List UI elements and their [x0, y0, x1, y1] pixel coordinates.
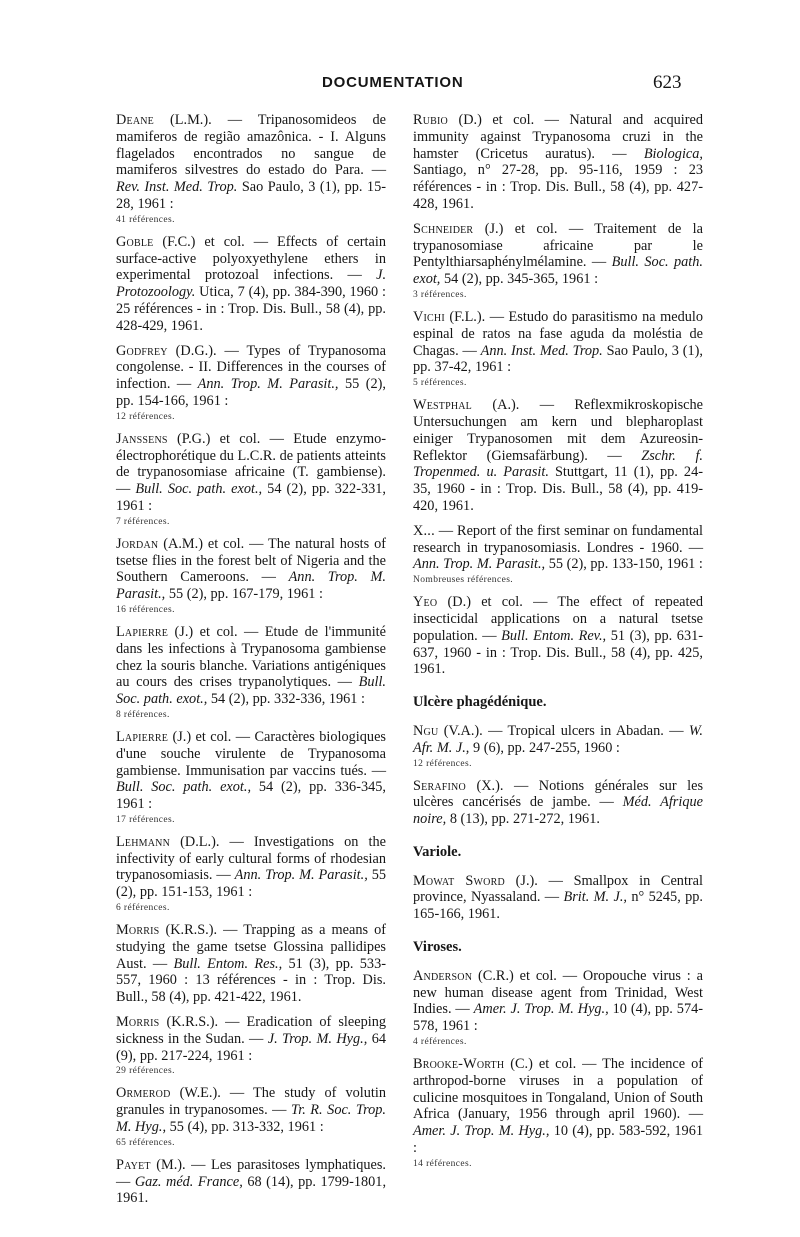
entry-author: Vichi — [413, 308, 445, 325]
section-heading-variole: Variole. — [413, 843, 462, 860]
bibliography-entry — [413, 221, 703, 301]
bibliography-entry — [116, 729, 386, 826]
entry-author: Payet — [116, 1156, 151, 1173]
bibliography-entry — [116, 1085, 386, 1148]
bibliography-entry — [116, 112, 386, 226]
entry-reference-count: Nombreuses références. — [413, 575, 514, 586]
entry-citation: (P.G.) et col. — Etude enzymo-électrophorétique du L.C.R. de patients atteints de trypanosomiase africaine (T. gambiense). — — [116, 430, 386, 498]
entry-citation: (C.) et col. — The incidence of arthropod-borne viruses in a population of culicine mosquitoes in Tongaland, Union of South Africa (January, 1956 through april 1960). — — [413, 1056, 704, 1123]
bibliography-entry — [413, 309, 703, 389]
entry-citation: (C.R.) et col. — Oropouche virus : a new human disease agent from Trinidad, West Indies. — — [413, 967, 703, 1018]
entry-details: 55 (4), pp. 313-332, 1961 : — [169, 1119, 324, 1136]
entry-author: Ngu — [413, 722, 439, 739]
entry-citation: (D.L.). — Investigations on the infectivity of early cultural forms of rhodesian trypanosomiasis. — — [116, 833, 386, 884]
entry-citation: (F.C.) et col. — Effects of certain surface-active polyoxyethylene ethers in experimental protozoal infections. — — [116, 233, 386, 284]
entry-reference-count: 17 références. — [116, 814, 175, 825]
entry-author: Ormerod — [116, 1085, 171, 1102]
entry-citation: (D.) et col. — Natural and acquired immunity against Trypanosoma cruzi in the hamster (Cricetus auratus). — — [413, 112, 704, 162]
entries-viroses — [413, 968, 703, 1170]
bibliography-entry — [413, 723, 703, 770]
entry-details: 54 (2), pp. 322-331, 1961 : — [116, 481, 386, 514]
entry-author: Lehmann — [116, 833, 171, 850]
bibliography-entry — [116, 343, 386, 423]
bibliography-entry — [116, 624, 386, 721]
entry-citation: (D.G.). — Types of Trypanosoma congolense. - II. Differences in the courses of infection. — — [116, 342, 387, 393]
entry-details: 55 (2), pp. 154-166, 1961 : — [116, 376, 387, 409]
entry-citation: (L.M.). — Tripanosomideos de mamiferos de região amazônica. - I. Alguns flagelados encontrados no sangue de mamiferos silvestres do estado do Para. — — [116, 112, 386, 179]
entry-citation: (K.R.S.). — Eradication of sleeping sickness in the Sudan. — — [116, 1014, 387, 1047]
entry-citation: (J.). — Smallpox in Central province, Nyassaland. — — [413, 872, 704, 906]
bibliography-entry — [413, 968, 703, 1048]
bibliography-entry — [413, 112, 703, 213]
entry-journal: Méd. Afrique noire, — [413, 794, 703, 828]
entry-reference-count: 12 références. — [413, 758, 472, 769]
entry-details: 64 (9), pp. 217-224, 1961 : — [116, 1030, 387, 1064]
bibliography-entry — [116, 1014, 386, 1077]
entry-journal: Bull. Soc. path. exot., — [116, 674, 386, 708]
entry-journal: Bull. Soc. path. exot., — [135, 481, 263, 498]
entry-reference-count: 29 références. — [116, 1066, 175, 1077]
entry-citation: (W.E.). — The study of volutin granules in trypanosomes. — — [116, 1085, 386, 1119]
entry-citation: (J.) et col. — Etude de l'immunité dans les infections à Trypanosoma gambiense chez la souris blanche. Variations antigéniques au cours des crises trypanolytiques. — — [116, 623, 386, 691]
entry-citation: (J.) et col. — Caractères biologiques d'une souche virulente de Trypanosoma gambiense. Immunisation par vaccins tués. — — [116, 728, 386, 779]
entry-journal: Ann. Trop. M. Parasit., — [116, 569, 387, 603]
bibliography-entry — [413, 397, 703, 515]
entry-reference-count: 3 références. — [413, 289, 467, 300]
entries-variole — [413, 873, 703, 923]
entry-journal: Bull. Soc. path. exot, — [413, 254, 704, 288]
entry-author: Deane — [116, 112, 154, 128]
entry-details: 55 (2), pp. 167-179, 1961 : — [168, 586, 323, 603]
bibliography-entry — [116, 834, 386, 914]
entry-reference-count: 5 références. — [413, 378, 467, 389]
entry-details: 54 (2), pp. 345-365, 1961 : — [443, 271, 599, 288]
entry-reference-count: 65 références. — [116, 1137, 175, 1148]
entry-details: Sao Paulo, 3 (1), pp. 37-42, 1961 : — [413, 342, 703, 376]
entry-details: Santiago, n° 27-28, pp. 95-116, 1959 : 23 références - in : Trop. Dis. Bull., 58 (4), pp. 427-428, 1961. — [413, 162, 703, 212]
entry-journal: Gaz. méd. France, — [134, 1173, 243, 1190]
entry-reference-count: 12 références. — [116, 411, 175, 422]
entry-journal: J. Protozoology. — [116, 267, 387, 301]
entry-journal: Brit. M. J., — [563, 889, 627, 906]
entry-reference-count: 7 références. — [116, 516, 170, 527]
entry-author: Morris — [116, 1014, 160, 1031]
entry-details: 8 (13), pp. 271-272, 1961. — [449, 811, 600, 828]
entry-citation: (A.). — Reflexmikroskopische Untersuchungen am kern und blepharoplast einiger Trypanosomen mit dem Azureosin-Reflektor (Giemsafärbung). — — [413, 397, 703, 464]
entry-journal: Ann. Trop. M. Parasit., — [413, 556, 546, 573]
section-heading-ulcere: Ulcère phagédénique. — [413, 694, 547, 711]
right-column — [413, 112, 703, 1178]
entry-citation: (F.L.). — Estudo do parasitismo na medulo espinal de ratos na fase aguda da moléstia de Chagas. — — [413, 308, 703, 359]
entry-journal: Ann. Trop. M. Parasit., — [234, 867, 368, 884]
entry-details: 10 (4), pp. 574-578, 1961 : — [413, 1001, 704, 1035]
page-header — [0, 72, 800, 94]
entry-author: Westphal — [413, 397, 472, 414]
section-heading-viroses: Viroses. — [413, 939, 462, 956]
entry-details: 55 (2), pp. 151-153, 1961 : — [116, 867, 387, 901]
entry-details: Utica, 7 (4), pp. 384-390, 1960 : 25 références - in : Trop. Dis. Bull., 58 (4), pp. 428-429, 1961. — [116, 284, 386, 334]
entry-journal: J. Trop. M. Hyg., — [267, 1030, 368, 1047]
entry-reference-count: 4 références. — [413, 1037, 467, 1048]
left-column — [116, 112, 386, 1215]
entry-author: Anderson — [413, 967, 473, 984]
entry-journal: Tr. R. Soc. Trop. M. Hyg., — [116, 1102, 386, 1136]
entry-journal: Amer. J. Trop. M. Hyg., — [413, 1123, 550, 1140]
entry-details: 51 (3), pp. 533-557, 1960 : 13 références - in : Trop. Dis. Bull., 58 (4), pp. 421-422, 1961. — [116, 955, 386, 1006]
entry-citation: (M.). — Les parasitoses lymphatiques. — — [116, 1156, 386, 1190]
entry-author: Mowat Sword — [413, 872, 505, 889]
entry-author: Rubio — [413, 112, 448, 128]
entry-journal: W. Afr. M. J., — [413, 722, 703, 756]
bibliography-entry — [413, 594, 703, 678]
entry-details: n° 5245, pp. 165-166, 1961. — [413, 889, 704, 923]
entry-details: 9 (6), pp. 247-255, 1960 : — [472, 739, 620, 756]
entry-journal: Biologica, — [643, 145, 703, 162]
entry-author: Brooke-Worth — [413, 1056, 505, 1073]
entry-reference-count: 6 références. — [116, 903, 170, 914]
entry-details: 10 (4), pp. 583-592, 1961 : — [413, 1123, 703, 1157]
entry-details: 68 (14), pp. 1799-1801, 1961. — [116, 1173, 387, 1207]
entry-details: Stuttgart, 11 (1), pp. 24-35, 1960 - in : Trop. Dis. Bull., 58 (4), pp. 419-420, 1961. — [413, 464, 703, 514]
entry-reference-count: 8 références. — [116, 709, 170, 720]
entry-details: Sao Paulo, 3 (1), pp. 15-28, 1961 : — [116, 179, 386, 212]
entry-author: Janssens — [116, 430, 168, 447]
entry-journal: Ann. Trop. M. Parasit., — [197, 376, 339, 393]
bibliography-entry — [413, 523, 703, 586]
entry-journal: Zschr. f. Tropenmed. u. Parasit. — [413, 447, 703, 481]
entry-author: Morris — [116, 922, 160, 939]
bibliography-entry — [116, 922, 386, 1006]
entry-author: Yeo — [413, 594, 438, 611]
entry-details: 54 (2), pp. 336-345, 1961 : — [116, 779, 386, 813]
entry-author: Jordan — [116, 535, 159, 552]
bibliography-entry — [116, 536, 386, 616]
entry-author: Lapierre — [116, 623, 169, 640]
entry-journal: Bull. Entom. Res., — [173, 955, 283, 972]
entry-citation: (J.) et col. — Traitement de la trypanosomiase africaine par le Pentylthiarsaphénylmélamine. — — [413, 220, 703, 271]
entry-journal: Ann. Inst. Med. Trop. — [480, 342, 603, 359]
entries-ulcere — [413, 723, 703, 828]
entry-journal: Bull. Entom. Rev., — [501, 627, 607, 644]
entry-author: Lapierre — [116, 728, 169, 745]
entry-citation: (A.M.) et col. — The natural hosts of tsetse flies in the forest belt of Nigeria and the Southern Cameroons. — — [116, 535, 386, 586]
entry-reference-count: 41 références. — [116, 214, 175, 225]
entry-author: X... — [413, 522, 435, 539]
entry-citation: (K.R.S.). — Trapping as a means of studying the game tsetse Glossina pallidipes Aust. — — [116, 922, 386, 972]
entry-author: Serafino — [413, 777, 466, 794]
bibliography-entry — [413, 778, 703, 828]
page-number: 623 — [653, 72, 682, 93]
bibliography-entry — [116, 234, 386, 335]
entry-journal: Amer. J. Trop. M. Hyg., — [473, 1001, 609, 1018]
bibliography-entry — [116, 431, 386, 528]
bibliography-entry — [413, 1056, 703, 1170]
bibliography-entry — [413, 873, 703, 923]
entry-details: 54 (2), pp. 332-336, 1961 : — [210, 691, 365, 708]
bibliography-entry — [116, 1157, 386, 1207]
entry-details: 51 (3), pp. 631-637, 1960 - in : Trop. Dis. Bull., 58 (4), pp. 425, 1961. — [413, 627, 704, 678]
entry-citation: (X.). — Notions générales sur les ulcères cancérisés de jambe. — — [413, 777, 704, 811]
entry-author: Goble — [116, 233, 154, 250]
running-title: DOCUMENTATION — [322, 74, 464, 91]
entry-reference-count: 14 références. — [413, 1158, 472, 1169]
entry-details: 55 (2), pp. 133-150, 1961 : — [548, 556, 703, 573]
entry-journal: Bull. Soc. path. exot., — [116, 779, 252, 796]
entry-citation: (D.) et col. — The effect of repeated insecticidal applications on a natural tsetse population. — — [413, 594, 703, 644]
entry-citation: (V.A.). — Tropical ulcers in Abadan. — — [443, 722, 684, 739]
entries-trypanosomiase-continued — [413, 112, 703, 678]
entry-reference-count: 16 références. — [116, 604, 175, 615]
entry-journal: Rev. Inst. Med. Trop. — [116, 179, 238, 196]
entry-citation: — Report of the first seminar on fundamental research in trypanosomiasis. Londres - 1960. — — [413, 522, 703, 556]
entry-author: Schneider — [413, 220, 474, 237]
entry-author: Godfrey — [116, 342, 168, 359]
